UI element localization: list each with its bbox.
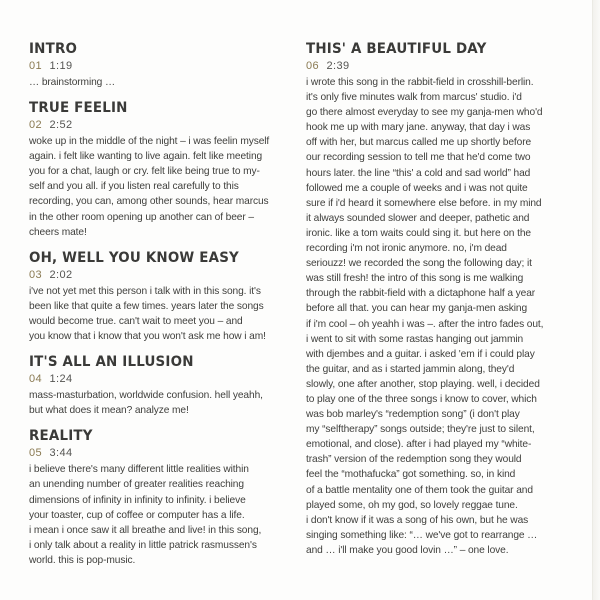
track-04 (29, 353, 287, 418)
track-description: i wrote this song in the rabbit-field in crosshill-berlin. it's only five minutes walk from marcus' studio. i'd go there almost everyday to see my ganja-men who'd hook me up with mary jane. anyway, that day i was off with her, but marcus called me up shortly before our recording session to tell me that he'd come two hours later. the line “this' a cold and sad world” had followed me a couple of weeks and i was not quite sure if i'd heard it somewhere else before. in my mind it always sounded slower and deeper, pathetic and ironic. like a tom waits could sing it. but here on the recording i'm not ironic anymore. no, i'm dead seriouzz! we recorded the song the following day; it was still fresh! the intro of this song is me walking through the rabbit-field with a dictaphone half a year before all that. you can hear my ganja-men asking if i'm cool – oh yeahh i was –. after the intro fades out, i went to sit with some rastas hanging out jammin with djembes and a guitar. i asked 'em if i could play the guitar, and as i started jammin along, they'd slowly, one after another, stop playing. well, i decided to play one of the three songs i know to cover, which was bob marley's “redemption song” (i don't play my “selftherapy” songs outside; they're just to silent, emotional, and close). after i had played my “white- trash” version of the redemption song they would feel the “mothafucka” got something. so, in kind of a battle mentality one of them took the guitar and played some, oh my god, so lovely reggae tune. i don't know if it was a song of his own, but he was singing something like: “… we've got to rearrange … and … i'll make you good lovin …” – one love. (306, 77, 544, 556)
track-description: mass-masturbation, worldwide confusion. hell yeahh, but what does it mean? analyze me! (29, 390, 263, 417)
track-meta (29, 118, 287, 132)
track-title: TRUE FEELIN (29, 99, 128, 117)
track-meta (29, 59, 287, 73)
track-title: REALITY (29, 427, 93, 445)
track-duration: 2:39 (326, 60, 350, 72)
track-meta (306, 59, 568, 73)
track-duration: 2:52 (49, 119, 73, 132)
track-meta (29, 372, 287, 386)
track-description: i've not yet met this person i talk with in this song. it's been like that quite a few times. years later the songs would become true. can't wait to meet you – and you know that i know that you won't ask me how i am! (29, 285, 266, 343)
track-number: 01 (29, 60, 43, 72)
track-meta (29, 446, 287, 460)
track-number: 03 (29, 268, 43, 281)
track-duration: 1:19 (49, 60, 73, 72)
track-description: … brainstorming … (29, 77, 116, 88)
track-description: i believe there's many different little realities within an unending number of greater realities reaching dimensions of infinity in infinity to infinity. i believe your toaster, cup of coffee or computer has a life. i mean i once saw it all breathe and live! in this song, i only talk about a reality in little patrick rasmussen's world. this is pop-music. (29, 464, 262, 566)
left-column (29, 40, 287, 577)
track-duration: 1:24 (49, 373, 73, 386)
track-duration: 3:44 (49, 447, 73, 460)
track-title: THIS' A BEAUTIFUL DAY (306, 40, 487, 57)
track-06 (306, 40, 568, 558)
track-title: INTRO (29, 40, 78, 57)
track-02 (29, 99, 287, 240)
track-description: woke up in the middle of the night – i was feelin myself again. i felt like wanting to live again. felt like meeting you for a chat, laugh or cry. felt like being true to my- self and you all. if you listen real carefully to this recording, you can, among other sounds, hear marcus in the other room opening up another can of beer – cheers mate! (29, 136, 270, 238)
track-number: 05 (29, 447, 43, 460)
track-01 (29, 40, 287, 90)
track-03 (29, 249, 287, 344)
track-title: OH, WELL YOU KNOW EASY (29, 248, 239, 266)
track-number: 02 (29, 119, 43, 132)
right-column (306, 40, 568, 567)
track-title: IT'S ALL AN ILLUSION (29, 353, 194, 371)
track-duration: 2:02 (49, 268, 73, 281)
track-number: 04 (29, 373, 43, 386)
track-number: 06 (306, 60, 320, 72)
page-edge (592, 0, 600, 600)
track-meta (29, 268, 287, 282)
track-05 (29, 427, 287, 568)
